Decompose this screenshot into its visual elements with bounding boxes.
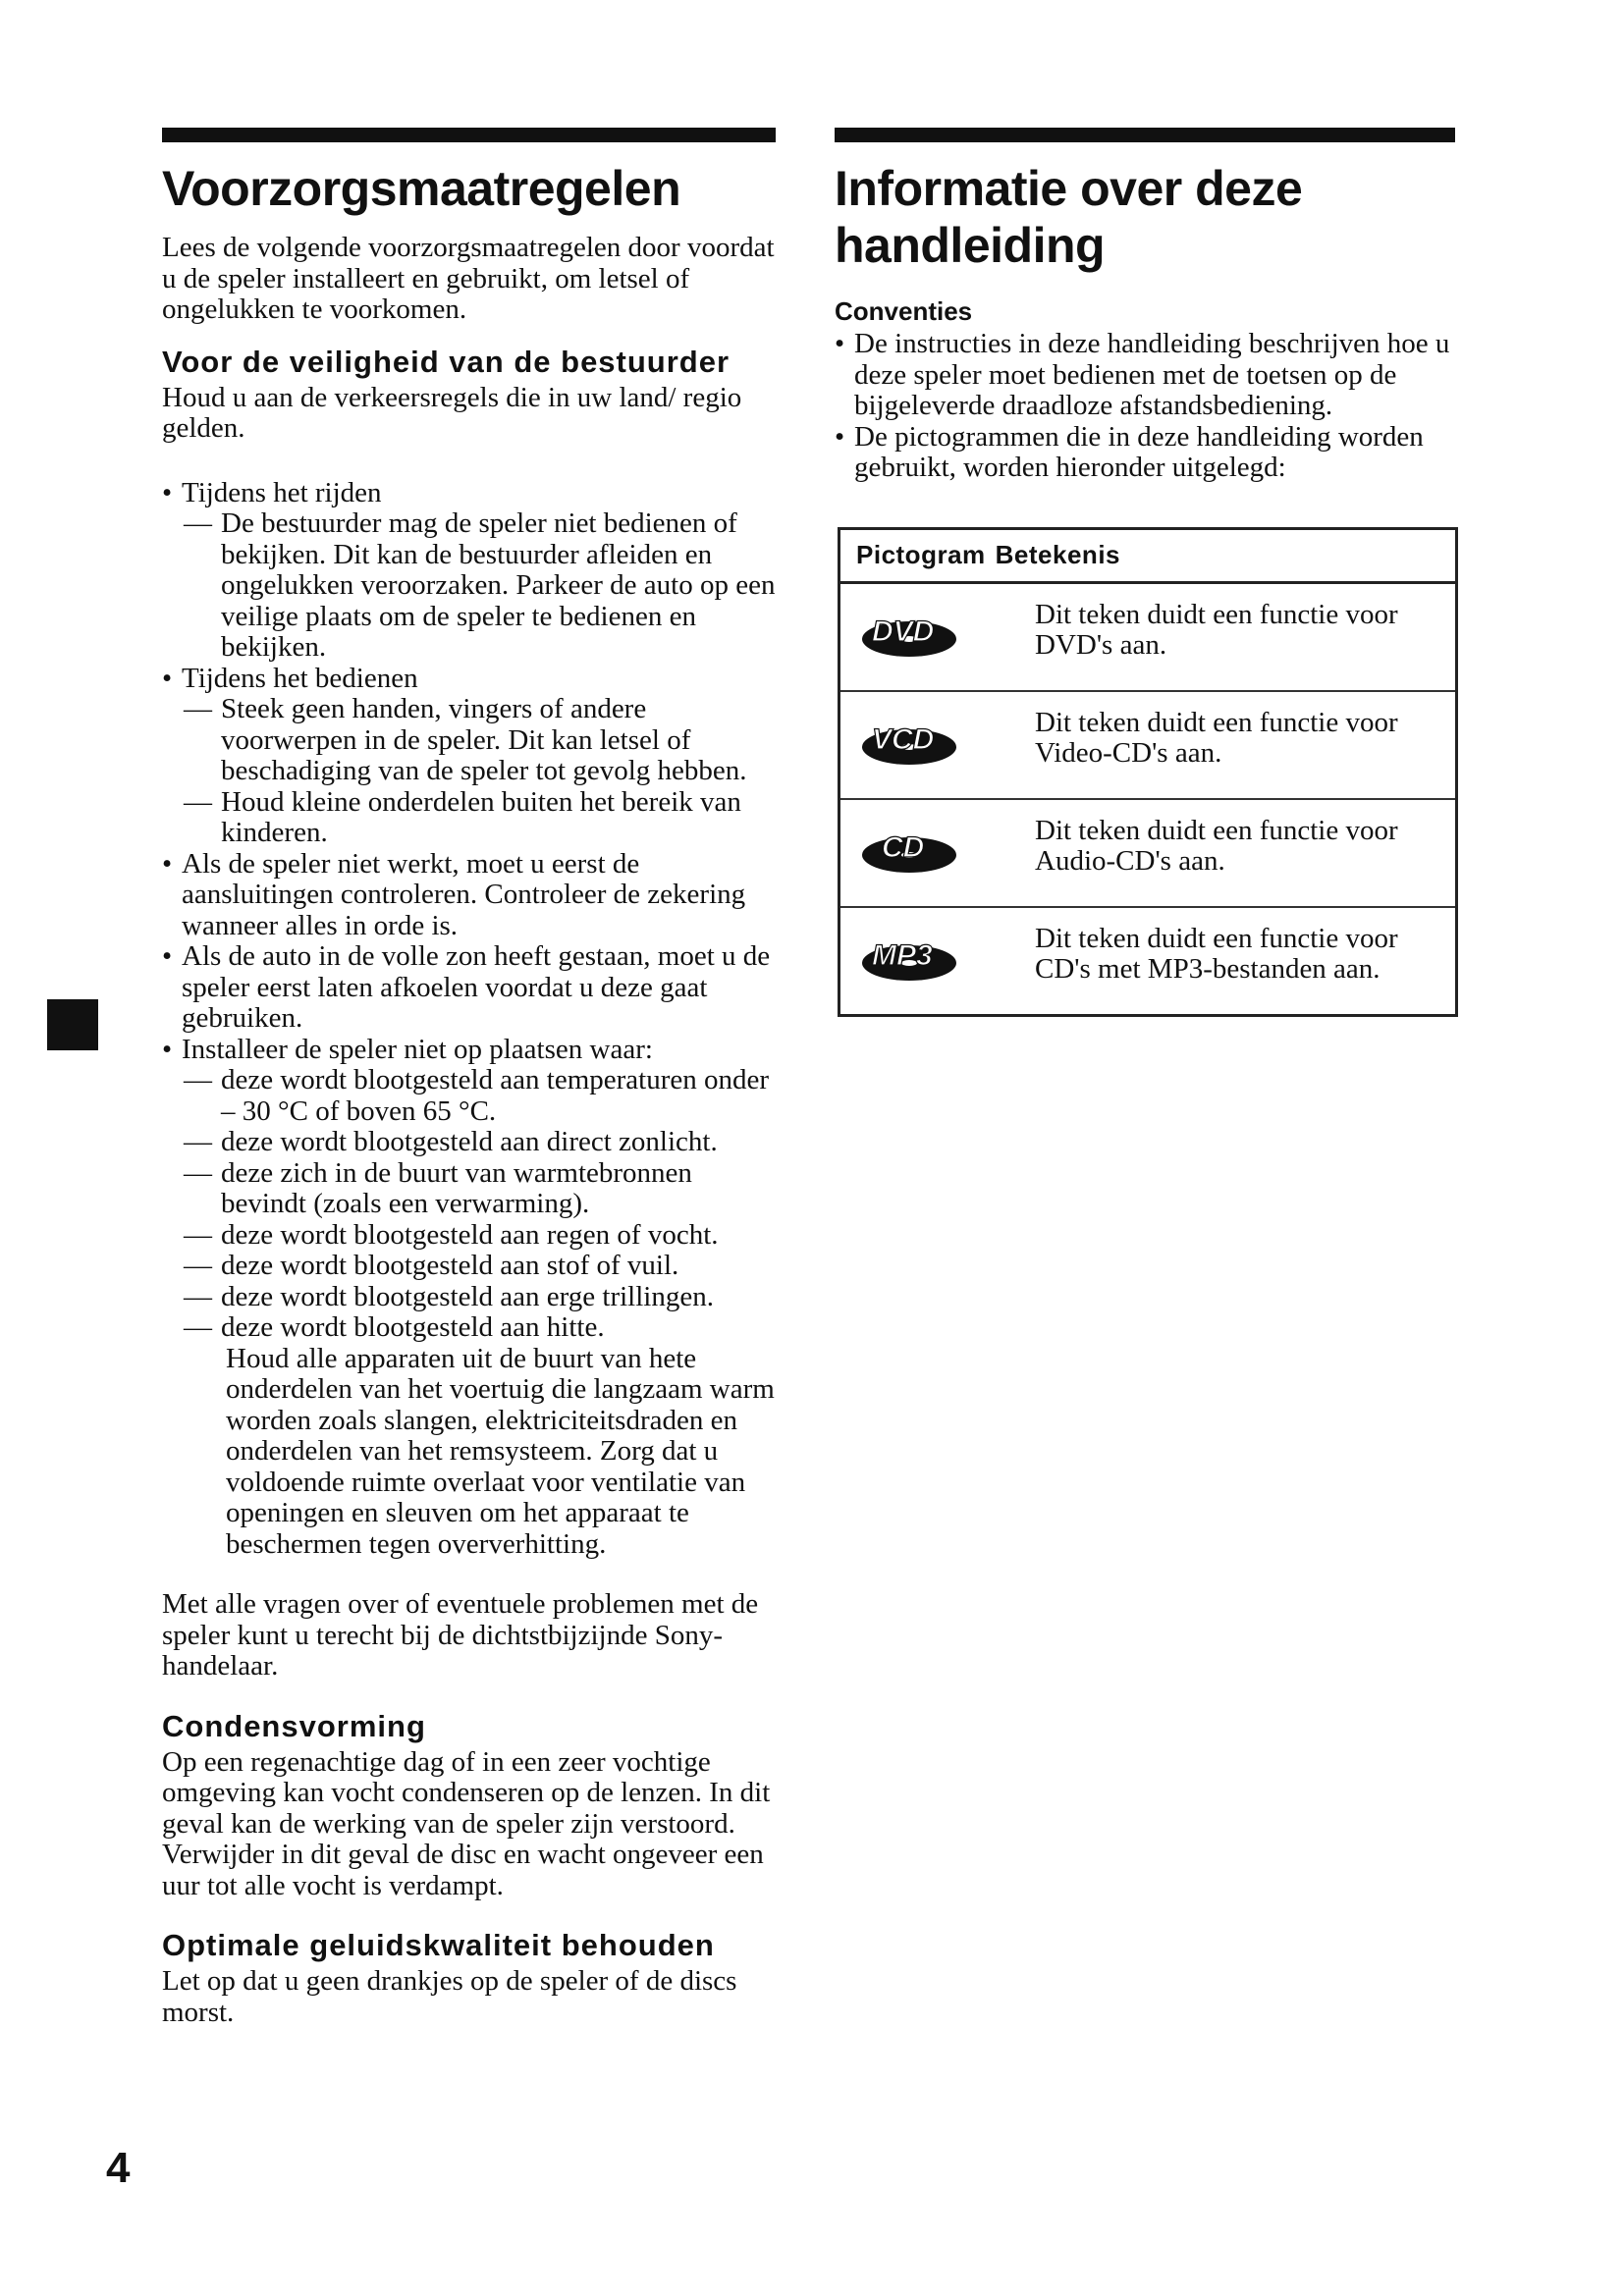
sub-list-item-text: deze wordt blootgesteld aan stof of vuil. — [221, 1250, 679, 1281]
sub-list-item — [182, 787, 776, 849]
section-text-driver-safety: Houd u aan de verkeersregels die in uw land/ regio gelden. — [162, 381, 742, 444]
dash-icon: — — [184, 693, 212, 724]
list-item-text: Als de auto in de volle zon heeft gestaan, moet u de speler eerst laten afkoelen voordat u deze gaat gebruiken. — [182, 940, 771, 1034]
section-heading-sound-quality: Optimale geluidskwaliteit behouden — [162, 1928, 715, 1962]
precautions-list — [162, 478, 776, 1561]
bullet-icon: • — [162, 476, 173, 508]
sub-list-item-text: deze wordt blootgesteld aan temperaturen onder – 30 °C of boven 65 °C. — [221, 1064, 770, 1127]
sub-list-item-text: deze wordt blootgesteld aan regen of vocht. — [221, 1218, 719, 1251]
bullet-icon: • — [835, 420, 845, 453]
dash-icon: — — [184, 1280, 212, 1312]
list-item-text: De instructies in deze handleiding beschrijven hoe u deze speler moet bedienen met de toetsen op de bijgeleverde draadloze afstandsbediening. — [854, 328, 1450, 421]
heat-note: Houd alle apparaten uit de buurt van hete onderdelen van het voertuig die langzaam warm worden zoals slangen, elektriciteitsdraden en onderdelen van het remsysteem. Zorg dat u voldoende ruimte overlaat voor ventilatie van openingen en sleuven om het apparaat te beschermen tegen oververhitting. — [226, 1342, 775, 1560]
list-item — [162, 478, 776, 664]
table-row — [840, 692, 1455, 800]
page-title-precautions: Voorzorgsmaatregelen — [162, 161, 681, 216]
heading-rule — [835, 128, 1455, 142]
column-header-meaning: Betekenis — [995, 540, 1120, 569]
bullet-icon: • — [162, 662, 173, 694]
dash-icon: — — [184, 1250, 212, 1281]
meaning-text: Dit teken duidt een functie voor Audio-CD's aan. — [1035, 814, 1398, 877]
sub-list-item — [182, 1220, 776, 1252]
sub-list — [182, 508, 776, 664]
icon-label: MP3 — [872, 938, 933, 972]
dash-icon: — — [184, 1126, 212, 1157]
icon-label: DVD — [872, 614, 935, 648]
sub-list-item-text: deze zich in de buurt van warmtebronnen bevindt (zoals een verwarming). — [221, 1156, 692, 1219]
dash-icon: — — [184, 1064, 212, 1095]
sub-list-item-text: De bestuurder mag de speler niet bedienen of bekijken. Dit kan de bestuurder afleiden en ongelukken veroorzaken. Parkeer de auto op een veilige plaats om de speler te bedienen en bekijken. — [221, 507, 776, 663]
dash-icon: — — [184, 785, 212, 818]
conventions-list — [835, 329, 1455, 484]
sub-list — [182, 694, 776, 849]
list-item — [835, 422, 1455, 484]
dash-icon: — — [184, 507, 212, 539]
icon-label: VCD — [872, 722, 935, 756]
page-title-manual-info — [835, 160, 1455, 274]
sub-list-item — [182, 694, 776, 787]
list-item-text: Installeer de speler niet op plaatsen waar: — [182, 1033, 653, 1065]
list-item-text: Als de speler niet werkt, moet u eerst de aansluitingen controleren. Controleer de zekering wanneer alles in orde is. — [182, 847, 746, 941]
section-heading-driver-safety: Voor de veiligheid van de bestuurder — [162, 344, 731, 379]
sub-list-item — [182, 1158, 776, 1220]
list-item-text: De pictogrammen die in deze handleiding worden gebruikt, worden hieronder uitgelegd: — [854, 420, 1424, 483]
table-row — [840, 800, 1455, 908]
list-item-text: Tijdens het bedienen — [182, 662, 418, 694]
sub-list-item — [182, 1065, 776, 1127]
sub-list-item-text: deze wordt blootgesteld aan direct zonlicht. — [221, 1126, 718, 1157]
table-row — [840, 584, 1455, 692]
sub-list — [182, 1065, 776, 1344]
conventions-heading: Conventies — [835, 296, 973, 326]
mp3-disc-icon — [840, 908, 1035, 1014]
list-item-text: Tijdens het rijden — [182, 476, 382, 508]
title-line: Informatie over deze — [835, 161, 1303, 216]
sub-list-item-text: deze wordt blootgesteld aan erge trillingen. — [221, 1280, 714, 1312]
list-item — [835, 329, 1455, 422]
sub-list-item — [182, 1312, 776, 1344]
meaning-text: Dit teken duidt een functie voor Video-CD's aan. — [1035, 706, 1398, 769]
list-item — [162, 849, 776, 942]
list-item — [162, 941, 776, 1035]
sub-list-item — [182, 1127, 776, 1158]
dealer-text: Met alle vragen over of eventuele problemen met de speler kunt u terecht bij de dichtstbijzijnde Sony-handelaar. — [162, 1588, 759, 1682]
meaning-text: Dit teken duidt een functie voor DVD's aan. — [1035, 598, 1398, 661]
page-number: 4 — [106, 2144, 131, 2192]
column-header-pictogram: Pictogram — [856, 540, 986, 569]
heading-rule — [162, 128, 776, 142]
icon-label: CD — [882, 830, 925, 864]
bullet-icon: • — [162, 1033, 173, 1065]
sub-list-item-text: Houd kleine onderdelen buiten het bereik van kinderen. — [221, 785, 741, 848]
vcd-disc-icon — [840, 692, 1035, 798]
sub-list-item — [182, 1282, 776, 1313]
table-row — [840, 908, 1455, 1014]
title-line: handleiding — [835, 218, 1106, 273]
sub-list-item-text: deze wordt blootgesteld aan hitte. — [221, 1311, 605, 1343]
meaning-text: Dit teken duidt een functie voor CD's met MP3-bestanden aan. — [1035, 922, 1398, 985]
bullet-icon: • — [162, 847, 173, 880]
list-item — [162, 664, 776, 849]
section-tab-marker — [47, 999, 98, 1050]
dvd-disc-icon — [840, 584, 1035, 690]
list-item — [162, 1035, 776, 1561]
left-column — [162, 128, 776, 2028]
section-heading-condensation: Condensvorming — [162, 1708, 426, 1743]
sub-list-item — [182, 508, 776, 664]
dash-icon: — — [184, 1218, 212, 1251]
section-text-condensation: Op een regenachtige dag of in een zeer vochtige omgeving kan vocht condenseren op de lenzen. In dit geval kan de werking van de speler zijn verstoord. Verwijder in dit geval de disc en wacht ongeveer een uur tot alle vocht is verdampt. — [162, 1745, 771, 1901]
intro-text: Lees de volgende voorzorgsmaatregelen door voordat u de speler installeert en gebruikt, om letsel of ongelukken te voorkomen. — [162, 232, 775, 325]
cd-disc-icon — [840, 800, 1035, 906]
dash-icon: — — [184, 1311, 212, 1343]
table-header — [840, 530, 1455, 584]
sub-list-item — [182, 1251, 776, 1282]
bullet-icon: • — [835, 328, 845, 359]
dash-icon: — — [184, 1156, 212, 1189]
right-column — [835, 128, 1455, 1017]
bullet-icon: • — [162, 940, 173, 972]
section-text-sound-quality: Let op dat u geen drankjes op de speler of de discs morst. — [162, 1965, 737, 2028]
sub-list-item-text: Steek geen handen, vingers of andere voorwerpen in de speler. Dit kan letsel of beschadiging van de speler tot gevolg hebben. — [221, 693, 747, 786]
pictogram-table — [838, 527, 1458, 1017]
